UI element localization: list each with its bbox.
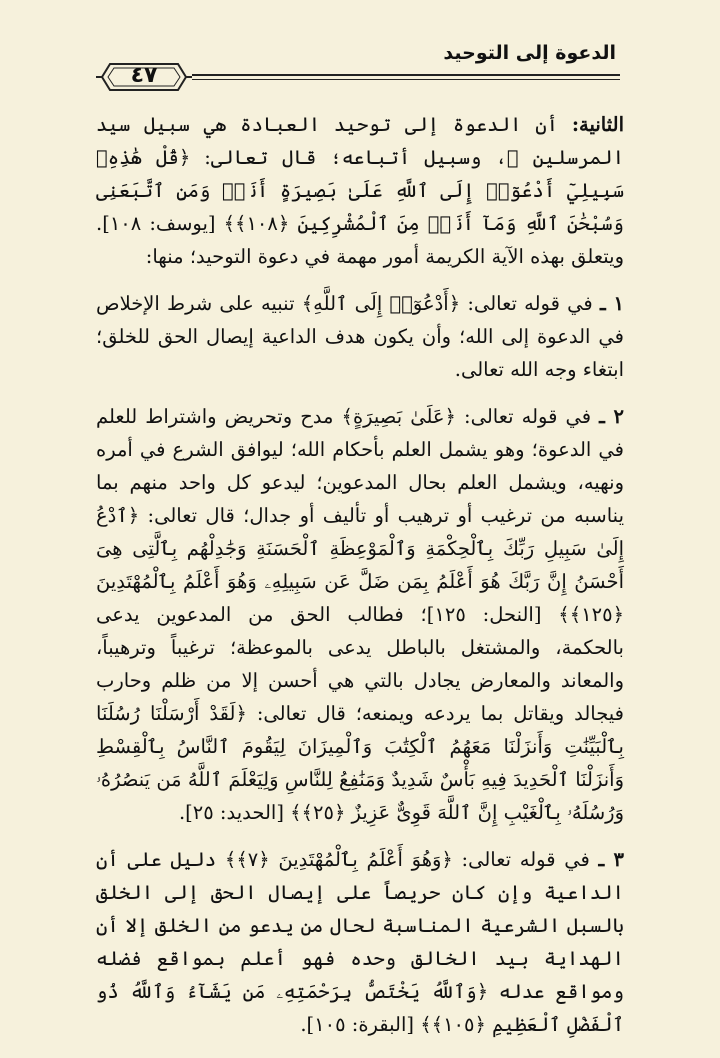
paragraph-label: الثانية: <box>571 113 624 136</box>
page-header <box>96 42 620 102</box>
paragraph-item-2 <box>96 400 624 829</box>
page-number-frame <box>96 60 192 94</box>
paragraph-second-point <box>96 108 624 273</box>
paragraph-label: ٣ ـ <box>598 848 624 871</box>
paragraph-text: في قوله تعالى: ﴿عَلَىٰ بَصِيرَةٍ﴾ مدح وتحريض واشتراط للعلم في الدعوة؛ وهو يشمل العلم بأحكام الله؛ ليوافق الشرع في أمره ونهيه، ويشمل العلم بحال المدعوين؛ ليدعو كل واحد منهم بما يناسبه من ترغيب أو ترهيب أو تأليف أو جدال؛ قال تعالى: ﴿ٱدْعُ إِلَىٰ سَبِيلِ رَبِّكَ بِٱلْحِكْمَةِ وَٱلْمَوْعِظَةِ ٱلْحَسَنَةِ وَجَٰدِلْهُم بِٱلَّتِى هِىَ أَحْسَنُ إِنَّ رَبَّكَ هُوَ أَعْلَمُ بِمَن ضَلَّ عَن سَبِيلِهِۦ وَهُوَ أَعْلَمُ بِٱلْمُهْتَدِينَ ﴿١٢٥﴾﴾ [النحل: ١٢٥]؛ فطالب الحق من المدعوين يدعى بالحكمة، والمشتغل بالباطل يدعى بالموعظة؛ ترغيباً وترهيباً، والمعاند والمعارض يجادل بالتي هي أحسن إلا من ظلم وحارب فيجالد ويقاتل بما يردعه ويمنعه؛ قال تعالى: ﴿لَقَدْ أَرْسَلْنَا رُسُلَنَا بِٱلْبَيِّنَٰتِ وَأَنزَلْنَا مَعَهُمُ ٱلْكِتَٰبَ وَٱلْمِيزَانَ لِيَقُومَ ٱلنَّاسُ بِٱلْقِسْطِ وَأَنزَلْنَا ٱلْحَدِيدَ فِيهِ بَأْسٌ شَدِيدٌ وَمَنَٰفِعُ لِلنَّاسِ وَلِيَعْلَمَ ٱللَّهُ مَن يَنصُرُهُۥ وَرُسُلَهُۥ بِٱلْغَيْبِ إِنَّ ٱللَّهَ قَوِىٌّ عَزِيزٌ ﴿٢٥﴾﴾ [الحديد: ٢٥]. <box>96 405 625 824</box>
paragraph-item-1 <box>96 287 624 386</box>
page-number: ٤٧ <box>130 63 158 88</box>
paragraph-text: في قوله تعالى: ﴿أَدْعُوٓا۟ إِلَى ٱللَّهِ﴾ تنبيه على شرط الإخلاص في الدعوة إلى الله؛ وأن يكون هدف الداعية إيصال الحق للخلق؛ ابتغاء وجه الله تعالى. <box>96 292 624 381</box>
paragraph-label: ١ ـ <box>599 292 624 315</box>
paragraph-item-3 <box>96 843 624 1041</box>
paragraph-text: في قوله تعالى: ﴿وَهُوَ أَعْلَمُ بِٱلْمُهْتَدِينَ ﴿٧﴾﴾ دليل على أن الداعية وإن كان حريصاً على إيصال الحق إلى الخلق بالسبل الشرعية المناسبة لحال من يدعو من الخلق إلا أن الهداية بيد الخالق وحده فهو أعلم بمواقع فضله ومواقع عدله ﴿وَٱللَّهُ يَخْتَصُّ بِرَحْمَتِهِۦ مَن يَشَآءُ وَٱللَّهُ ذُو ٱلْفَضْلِ ٱلْعَظِيمِ ﴿١٠٥﴾﴾ [البقرة: ١٠٥]. <box>96 848 624 1036</box>
running-title: الدعوة إلى التوحيد <box>443 42 616 64</box>
header-rule-thin <box>192 79 620 80</box>
header-rule <box>192 74 620 76</box>
paragraph-text: أن الدعوة إلى توحيد العبادة هي سبيل سيد المرسلين ﷺ، وسبيل أتباعه؛ قال تعالى: ﴿قُلْ هَٰذِهِۦ سَبِيلِيٓ أَدْعُوٓا۟ إِلَى ٱللَّهِ عَلَىٰ بَصِيرَةٍ أَنَا۠ وَمَنِ ٱتَّبَعَنِى وَسُبْحَٰنَ ٱللَّهِ وَمَآ أَنَا۠ مِنَ ٱلْمُشْرِكِينَ ﴿١٠٨﴾﴾ [يوسف: ١٠٨]. ويتعلق بهذه الآية الكريمة أمور مهمة في دعوة التوحيد؛ منها: <box>96 113 624 268</box>
body-text <box>96 108 624 1041</box>
paragraph-label: ٢ ـ <box>599 405 624 428</box>
